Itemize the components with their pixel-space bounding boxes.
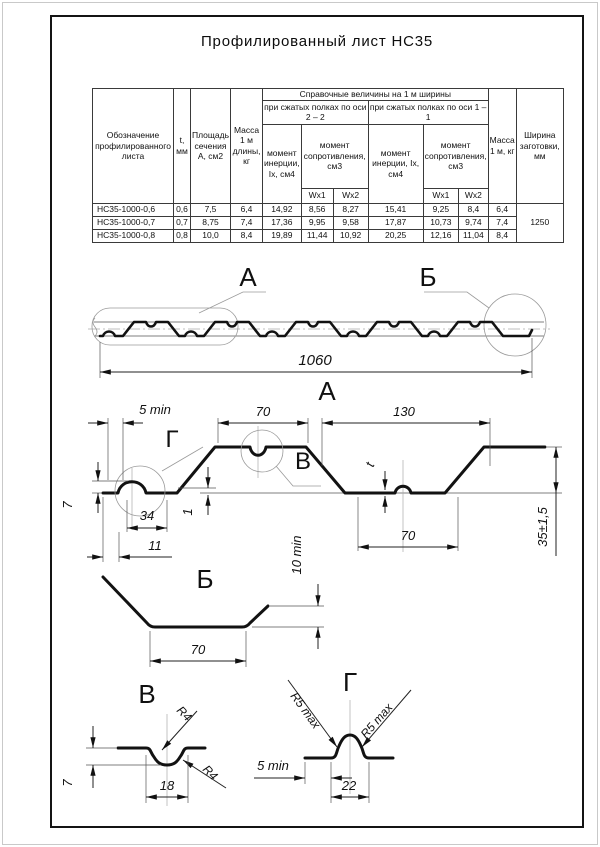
header-thickness: t, мм bbox=[174, 89, 191, 204]
cell-designation: НС35-1000-0,6 bbox=[93, 203, 174, 216]
cell: 20,25 bbox=[368, 229, 423, 242]
detail-b-section bbox=[103, 535, 324, 667]
cell: 0,8 bbox=[174, 229, 191, 242]
cell: 10,0 bbox=[191, 229, 231, 242]
callout-g-label: Г bbox=[165, 426, 179, 453]
cell: 8,4 bbox=[459, 203, 489, 216]
cell: 9,58 bbox=[333, 216, 368, 229]
header-axis-2-2: при сжатых полках по оси 2 – 2 bbox=[264, 101, 367, 123]
header-wx1: Wx1 bbox=[301, 188, 333, 203]
detail-a-profile-path bbox=[103, 447, 545, 493]
dim-bottom-flange: 70 bbox=[400, 528, 416, 543]
dim-edge-height: 10 min bbox=[289, 535, 304, 575]
page-title: Профилированный лист НС35 bbox=[200, 33, 434, 50]
header-mass: Масса 1 м, кг bbox=[488, 89, 516, 204]
cell: 8,75 bbox=[191, 216, 231, 229]
cell: 9,95 bbox=[301, 216, 333, 229]
dim-rib-spacing: 130 bbox=[393, 404, 415, 419]
detail-v-region-circle bbox=[241, 430, 283, 472]
cell: 10,92 bbox=[333, 229, 368, 242]
cell: 11,04 bbox=[459, 229, 489, 242]
cell: 8,56 bbox=[301, 203, 333, 216]
cell: 0,6 bbox=[174, 203, 191, 216]
header-wx1: Wx1 bbox=[423, 188, 458, 203]
break-mark bbox=[93, 318, 97, 336]
overview-section bbox=[88, 262, 550, 378]
dim-radius: R5 max bbox=[287, 689, 324, 732]
dim-flange: 70 bbox=[190, 642, 206, 657]
cell: 9,74 bbox=[459, 216, 489, 229]
header-inertia-2-2: момент инерции, Ix, см4 bbox=[263, 124, 302, 203]
cell: 8,4 bbox=[231, 229, 263, 242]
header-reference-values: Справочные величины на 1 м ширины bbox=[263, 89, 489, 101]
detail-g-title: Г bbox=[342, 667, 358, 697]
dim-total-width: 1060 bbox=[298, 352, 332, 369]
cell-designation: НС35-1000-0,7 bbox=[93, 216, 174, 229]
leader-line bbox=[424, 292, 489, 308]
detail-a-region-ellipse bbox=[92, 308, 238, 345]
detail-a-section bbox=[60, 376, 562, 562]
dim-1: 1 bbox=[180, 508, 195, 516]
cell-blank-width: 1250 bbox=[516, 203, 563, 242]
header-wx2: Wx2 bbox=[333, 188, 368, 203]
cell: 8,27 bbox=[333, 203, 368, 216]
header-axis-1-1: при сжатых полках по оси 1 – 1 bbox=[369, 101, 487, 123]
detail-g-profile-path bbox=[305, 735, 393, 758]
cell: 19,89 bbox=[263, 229, 302, 242]
cell: 9,25 bbox=[423, 203, 458, 216]
cell: 14,92 bbox=[263, 203, 302, 216]
callout-b-label: Б bbox=[419, 262, 437, 292]
dim-7: 7 bbox=[60, 501, 75, 509]
header-wx2: Wx2 bbox=[459, 188, 489, 203]
header-resistance-1-1: момент сопротивления, см3 bbox=[423, 124, 488, 188]
detail-a-title: А bbox=[318, 376, 336, 406]
dim-width: 18 bbox=[159, 778, 175, 793]
leader-line bbox=[199, 292, 266, 313]
cell: 6,4 bbox=[488, 203, 516, 216]
detail-b-profile-path bbox=[103, 577, 268, 627]
cell: 15,41 bbox=[368, 203, 423, 216]
cell: 0,7 bbox=[174, 216, 191, 229]
cell: 6,4 bbox=[231, 203, 263, 216]
header-inertia-1-1: момент инерции, Ix, см4 bbox=[368, 124, 423, 203]
dim-34: 34 bbox=[139, 508, 155, 523]
header-area: Площадь сечения А, см2 bbox=[191, 89, 231, 204]
header-resistance-2-2: момент сопротивления, см3 bbox=[301, 124, 368, 188]
dim-radius: R4 bbox=[173, 703, 195, 724]
cell: 17,36 bbox=[263, 216, 302, 229]
detail-v-section bbox=[60, 679, 226, 806]
dim-depth: 7 bbox=[60, 779, 75, 787]
detail-b-title: Б bbox=[196, 564, 214, 594]
cell-designation: НС35-1000-0,8 bbox=[93, 229, 174, 242]
cell: 7,4 bbox=[231, 216, 263, 229]
cell: 10,73 bbox=[423, 216, 458, 229]
dim-radius: R4 bbox=[199, 762, 221, 783]
dim-11: 11 bbox=[148, 538, 162, 553]
dim-edge: 5 min bbox=[257, 758, 289, 773]
cell: 8,4 bbox=[488, 229, 516, 242]
dim-top-flange: 70 bbox=[255, 404, 271, 419]
callout-v-label: В bbox=[294, 448, 312, 475]
cell: 12,16 bbox=[423, 229, 458, 242]
dim-5min: 5 min bbox=[139, 402, 171, 417]
cell: 7,5 bbox=[191, 203, 231, 216]
cell: 11,44 bbox=[301, 229, 333, 242]
header-mass-length: Масса 1 м длины, кг bbox=[231, 89, 263, 204]
dim-width: 22 bbox=[341, 778, 357, 793]
callout-a-label: А bbox=[239, 262, 257, 292]
header-blank-width: Ширина заготовки, мм bbox=[516, 89, 563, 204]
cell: 17,87 bbox=[368, 216, 423, 229]
detail-v-title: В bbox=[138, 679, 156, 709]
detail-g-section bbox=[254, 667, 411, 803]
header-designation: Обозначение профилированного листа bbox=[93, 89, 174, 204]
dim-t: t bbox=[362, 460, 378, 469]
cell: 7,4 bbox=[488, 216, 516, 229]
dim-height: 35±1,5 bbox=[535, 507, 550, 547]
dim-radius: R5 max bbox=[357, 700, 396, 741]
detail-v-profile-path bbox=[118, 748, 205, 765]
